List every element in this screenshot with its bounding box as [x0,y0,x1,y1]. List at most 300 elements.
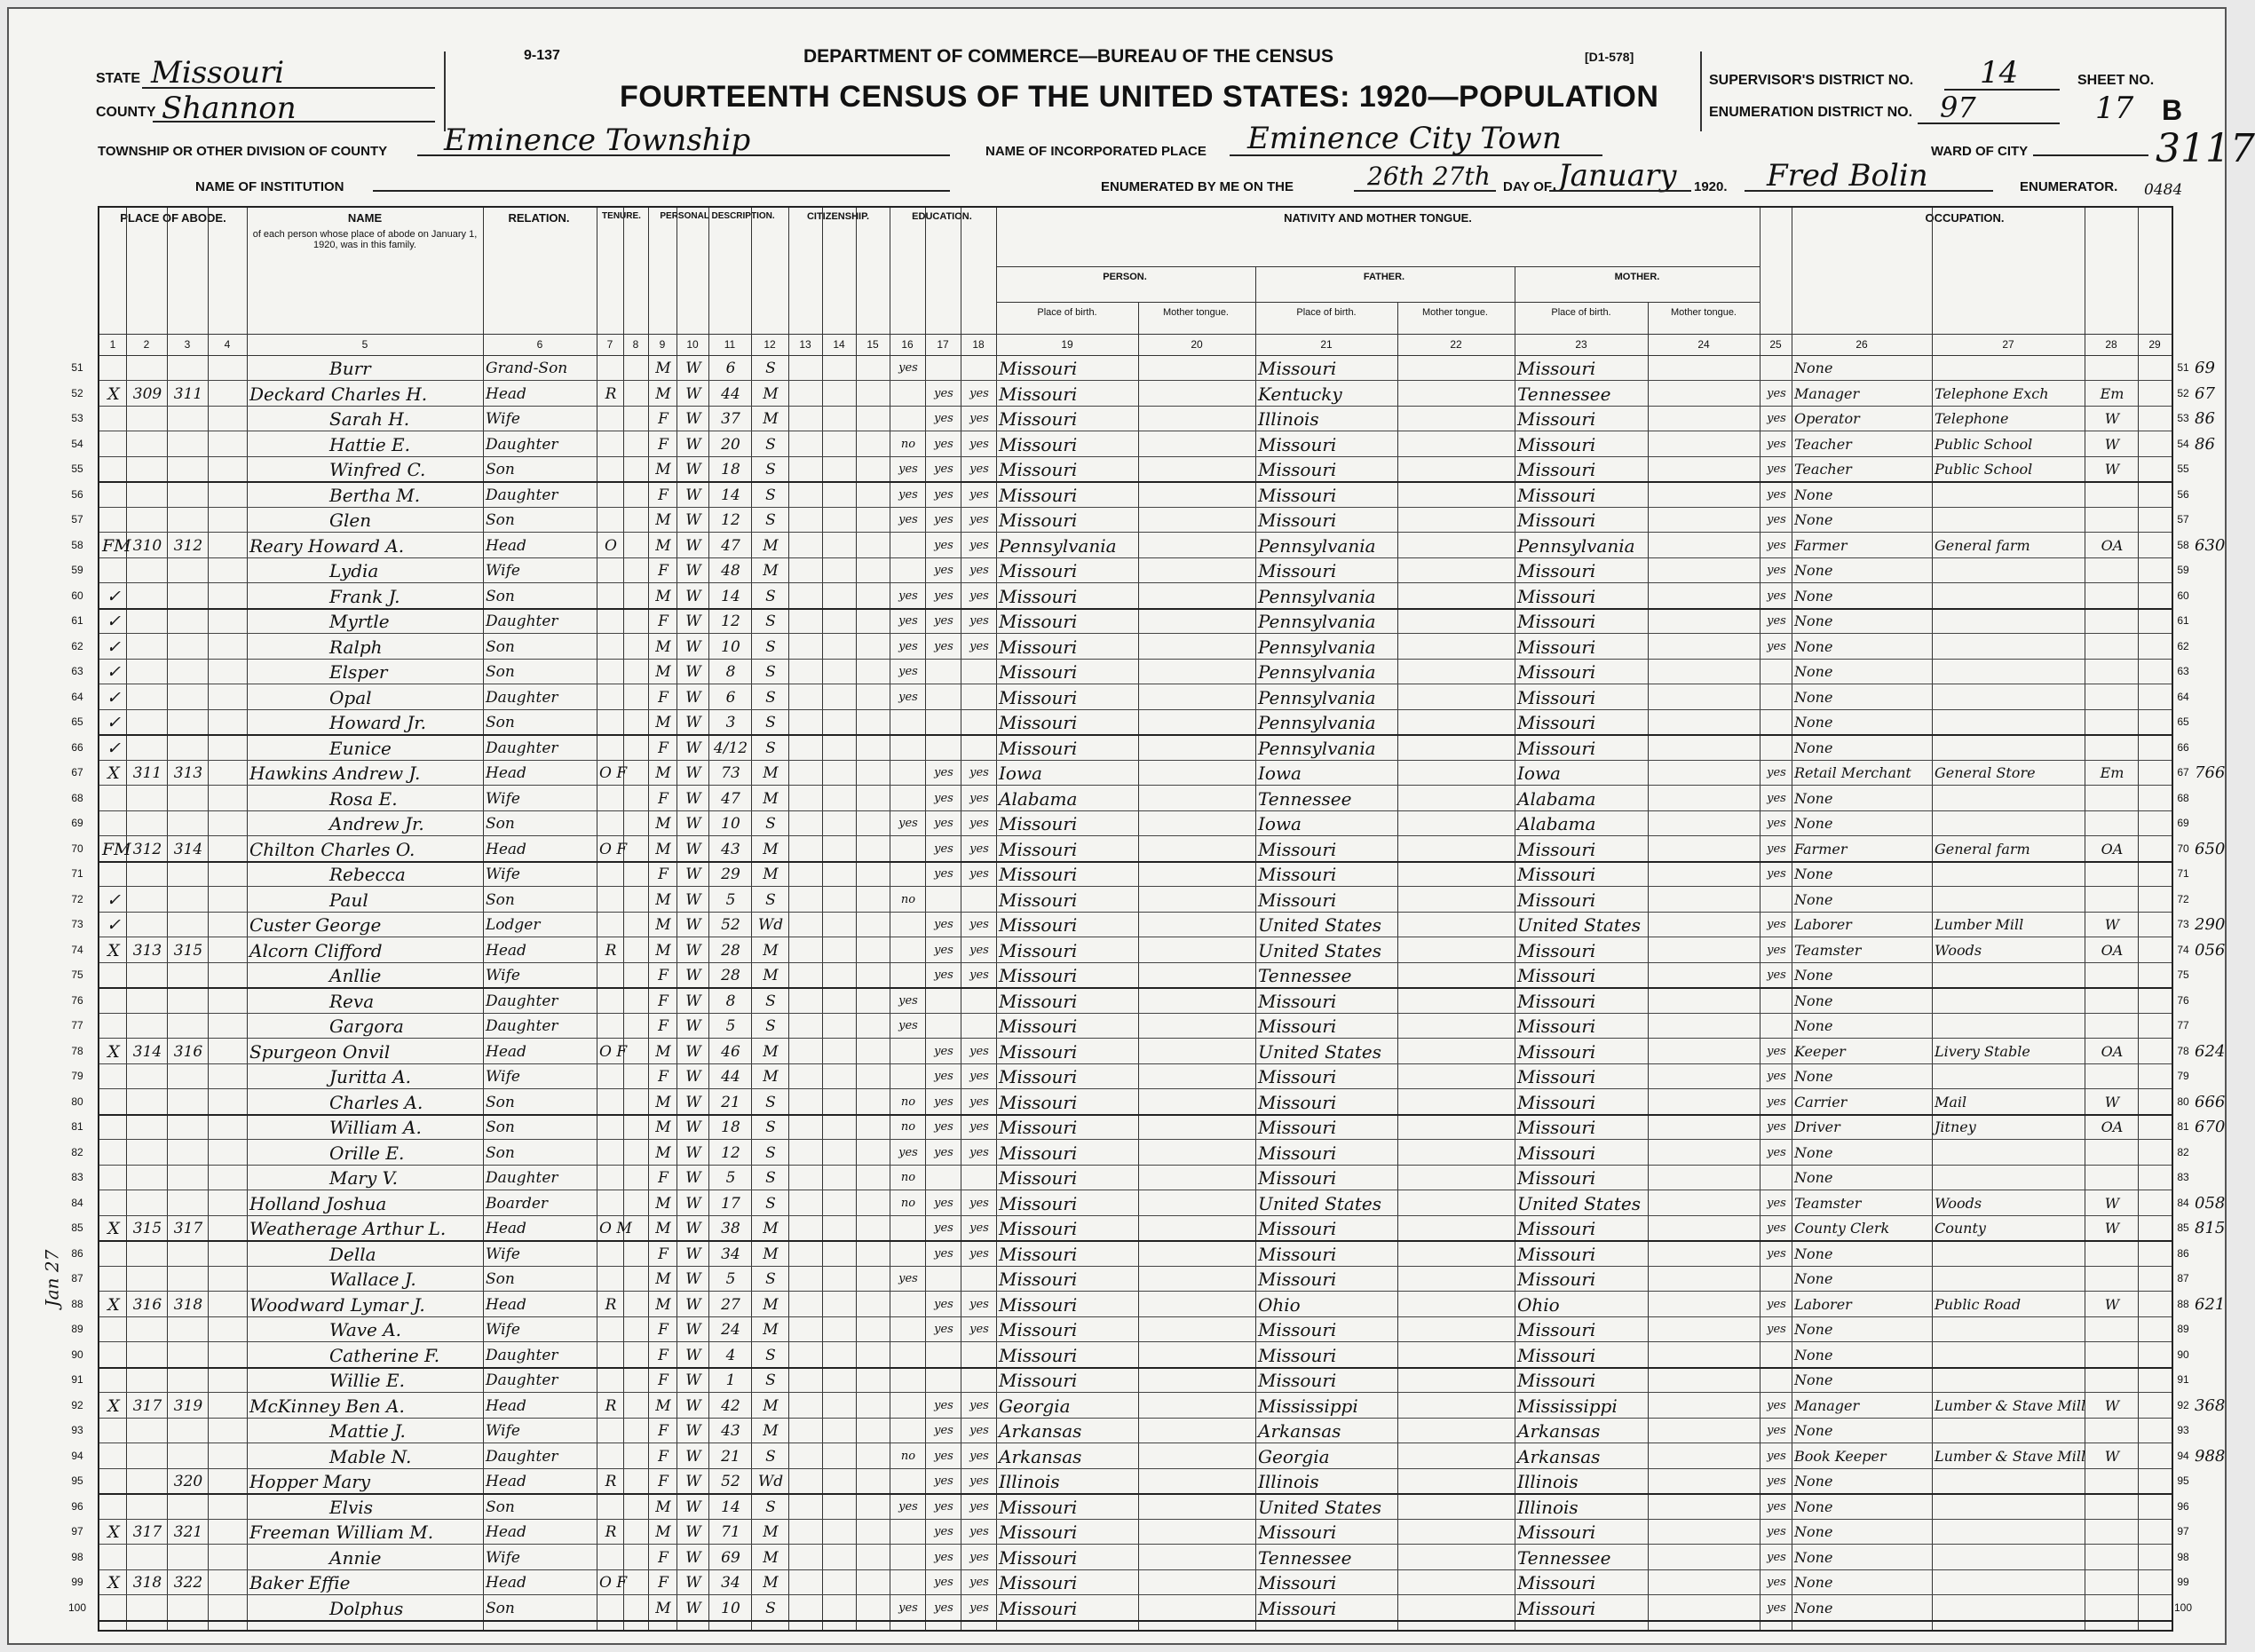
cell-own [599,1140,622,1165]
cell-mark: FM [102,535,131,556]
cell-dwell [170,659,207,684]
cell-read: yes [934,589,953,603]
cell-eng: yes [1767,1424,1786,1437]
cell-eng: yes [1767,1044,1786,1058]
cell-fam [210,1443,246,1468]
cell-ms: M [763,789,779,808]
enumerator-name: Fred Bolin [1767,158,1928,194]
cell-class [2087,1013,2137,1038]
cell-school: no [900,1449,916,1463]
hdr-person: PERSON. [1103,272,1147,282]
cell-age: 42 [721,1396,740,1415]
cell-eng [1762,659,1791,684]
cell-ms: M [763,866,779,883]
cell-house [129,482,166,507]
cell-school [892,1342,924,1367]
cell-industry [1935,659,2084,684]
cell-sex: M [655,764,671,782]
column-number: 12 [764,338,776,351]
cell-school [892,1367,924,1392]
column-number: 28 [2105,338,2117,351]
cell-own [599,988,622,1013]
cell-dwell [170,861,207,886]
cell-eng: yes [1767,564,1786,577]
line-number: 74 [71,943,83,956]
cell-write: yes [969,462,989,476]
cell-own [599,912,622,937]
cell-color: W [685,435,701,454]
cell-write [963,355,995,380]
cell-house [129,1494,166,1519]
cell-house [129,912,166,937]
cell-school [892,1292,924,1316]
cell-ms: S [765,1143,776,1162]
cell-eng: yes [1767,412,1786,425]
cell-mbirth: Missouri [1517,737,1596,759]
cell-sex: M [655,1220,671,1237]
cell-birth: Missouri [999,990,1078,1012]
cell-color: W [685,1093,701,1111]
line-number: 63 [2177,665,2189,677]
cell-rel: Daughter [486,486,558,504]
cell-ms: M [763,1396,779,1415]
cell-industry [1935,988,2084,1013]
hdr-person-tongue: Mother tongue. [1163,307,1229,318]
cell-industry [1935,887,2084,912]
cell-name: Mary V. [329,1167,398,1189]
cell-color: W [685,562,701,580]
cell-dwell: 317 [173,1220,203,1237]
cell-mark [102,507,125,532]
cell-fbirth: United States [1258,1496,1381,1518]
cell-industry: General farm [1935,536,2030,554]
cell-class [2087,507,2137,532]
line-number: 99 [2177,1576,2189,1588]
line-number: 81 [2177,1120,2189,1133]
line-number: 52 [71,386,83,399]
cell-school: yes [898,1272,918,1285]
cell-rel: Head [486,1396,526,1415]
cell-eng: yes [1767,867,1786,881]
cell-ms: S [765,739,776,757]
cell-ms: S [765,992,776,1010]
cell-school: yes [898,817,918,830]
cell-mbirth: Missouri [1517,686,1596,708]
cell-fbirth: Missouri [1258,1597,1337,1619]
institution-underline [373,190,950,192]
cell-class [2087,1418,2137,1443]
cell-sex: M [655,714,671,731]
line-number: 67 [71,766,83,779]
cell-color: W [685,916,701,934]
line-number: 57 [2177,513,2189,526]
cell-fbirth: United States [1258,1040,1381,1063]
cell-read: yes [934,538,953,552]
cell-eng: yes [1767,817,1786,830]
cell-fbirth: Missouri [1258,1117,1337,1138]
cell-school [892,1316,924,1341]
state-value: Missouri [151,55,285,91]
cell-own [599,456,622,481]
cell-age: 17 [721,1194,740,1213]
cell-ms: S [765,1599,776,1617]
cell-dwell [170,1266,207,1291]
cell-birth: Missouri [999,1142,1078,1164]
cell-class [2087,482,2137,507]
cell-industry [1935,482,2084,507]
cell-write: yes [969,1601,989,1615]
cell-own [599,482,622,507]
cell-class [2087,1063,2137,1088]
cell-age: 48 [721,562,740,580]
cell-write: yes [969,1449,989,1463]
cell-house [129,1089,166,1114]
cell-house: 313 [132,941,162,960]
cell-eng [1762,1013,1791,1038]
cell-house [129,1367,166,1392]
cell-class [2087,1367,2137,1392]
line-number: 64 [71,690,83,703]
cell-trade: Farmer [1794,840,1848,858]
cell-ms: S [765,613,776,630]
cell-own [599,406,622,431]
cell-rel: Son [486,714,515,731]
cell-read: yes [934,1576,953,1589]
cell-color: W [685,1346,701,1364]
cell-house [129,684,166,709]
cell-fam [210,1013,246,1038]
cell-birth: Missouri [999,1572,1078,1593]
cell-dwell: 315 [173,941,203,960]
cell-industry [1935,1013,2084,1038]
cell-name: Della [329,1243,376,1265]
cell-own [599,810,622,835]
cell-house [129,406,166,431]
cell-mark [102,1316,125,1341]
cell-trade: None [1794,587,1833,605]
cell-house [129,1316,166,1341]
cell-trade: Manager [1794,384,1860,402]
cell-fbirth: Missouri [1258,560,1337,581]
cell-trade: None [1794,1017,1833,1034]
cell-eng: yes [1767,1576,1786,1589]
cell-name: Woodward Lymar J. [249,1293,425,1316]
cell-sex: F [658,967,669,984]
cell-birth: Missouri [999,712,1078,733]
cell-read: yes [934,487,953,502]
cell-write: yes [969,1323,989,1336]
cell-ms: S [765,663,776,681]
cell-read [928,735,960,760]
cell-eng [1762,1367,1791,1392]
cell-fam [210,1393,246,1418]
cell-house: 317 [132,1523,162,1541]
line-number: 92 [71,1398,83,1411]
cell-school: yes [898,361,918,375]
cell-own: R [605,1295,617,1314]
cell-birth: Missouri [999,1218,1078,1239]
cell-fbirth: Pennsylvania [1258,636,1376,658]
line-number: 61 [2177,614,2189,627]
cell-fbirth: Missouri [1258,1167,1337,1189]
line-number: 79 [2177,1070,2189,1082]
cell-eng: yes [1767,1398,1786,1412]
line-number: 65 [2177,715,2189,728]
line-number: 80 [71,1095,83,1108]
cell-age: 5 [725,890,736,909]
cell-school [892,381,924,406]
line-number: 67 [2177,766,2189,779]
cell-sex: F [658,1321,669,1339]
cell-mbirth: Mississippi [1517,1395,1618,1417]
line-number: 62 [2177,639,2189,652]
cell-mark [102,1165,125,1190]
census-sheet [7,7,2255,1645]
cell-rel: Daughter [486,1346,558,1364]
cell-eng: yes [1767,462,1786,476]
county-label: COUNTY [96,105,156,120]
month-value: January [1558,158,1677,194]
cell-mbirth: Tennessee [1517,1546,1611,1569]
line-number: 86 [2177,1246,2189,1260]
cell-dwell: 320 [173,1473,203,1490]
cell-trade: None [1794,890,1833,908]
cell-fbirth: Missouri [1258,1066,1337,1087]
cell-read [928,1013,960,1038]
cell-color: W [685,1220,701,1237]
cell-color: W [685,789,701,808]
column-number: 4 [224,338,231,351]
cell-class [2087,1468,2137,1493]
cell-house [129,1114,166,1139]
cell-school [892,760,924,785]
cell-read: yes [934,639,953,653]
line-number: 55 [71,462,83,475]
county-value: Shannon [162,91,297,126]
cell-house: 310 [132,536,162,555]
cell-birth: Missouri [999,661,1078,683]
line-number: 89 [2177,1323,2189,1335]
cell-color: W [685,1396,701,1415]
cell-fam [210,810,246,835]
cell-industry [1935,709,2084,734]
line-number: 56 [71,487,83,501]
cell-birth: Missouri [999,1117,1078,1138]
cell-age: 5 [725,1169,736,1187]
cell-trade: None [1794,1523,1833,1540]
cell-write: yes [969,1398,989,1412]
cell-read: yes [934,918,953,931]
cell-color: W [685,1548,701,1567]
cell-own: O F [599,764,628,782]
cell-ms: S [765,1270,776,1288]
cell-fbirth: Missouri [1258,1016,1337,1037]
cell-industry [1935,557,2084,582]
margin-code: 988 [2195,1446,2226,1466]
cell-mark [102,1089,125,1114]
cell-ms: S [765,1169,776,1187]
cell-industry [1935,1342,2084,1367]
cell-birth: Missouri [999,1243,1078,1265]
cell-birth: Missouri [999,1370,1078,1391]
cell-color: W [685,1447,701,1466]
cell-dwell [170,634,207,659]
cell-trade: None [1794,1321,1833,1338]
cell-class [2087,1241,2137,1266]
cell-rel: Son [486,1498,515,1516]
cell-sex: M [655,1118,671,1136]
cell-name: Burr [329,358,371,379]
cell-mark [102,1418,125,1443]
cell-class [2087,1316,2137,1341]
line-number: 95 [2177,1474,2189,1487]
cell-sex: F [658,435,669,454]
cell-ms: S [765,1447,776,1466]
cell-school: no [900,1196,916,1210]
cell-name: Rebecca [329,864,406,885]
cell-color: W [685,1371,701,1389]
cell-trade: None [1794,1498,1833,1515]
cell-fam [210,355,246,380]
cell-age: 34 [721,1245,740,1263]
line-number: 86 [71,1246,83,1260]
cell-sex: F [658,486,669,504]
cell-industry [1935,735,2084,760]
margin-code: 058 [2195,1193,2226,1213]
cell-rel: Head [486,941,526,960]
line-number: 88 [2177,1297,2189,1310]
cell-birth: Arkansas [999,1420,1082,1442]
cell-mark: ✓ [107,636,121,657]
line-number: 100 [2173,1601,2193,1614]
cell-class: W [2104,461,2120,478]
cell-class: W [2104,1447,2120,1465]
cell-industry: General Store [1935,764,2036,781]
cell-mbirth: United States [1517,914,1641,936]
cell-fbirth: Iowa [1258,813,1302,834]
cell-dwell [170,482,207,507]
cell-sex: F [658,410,669,428]
cell-birth: Arkansas [999,1445,1082,1467]
cell-mark: ✓ [107,889,121,910]
cell-rel: Son [486,1599,515,1617]
cell-school [892,937,924,962]
cell-fbirth: Mississippi [1258,1395,1358,1417]
line-number: 72 [71,892,83,905]
cell-mark [102,1595,125,1620]
cell-color: W [685,637,701,656]
cell-industry: Telephone Exch [1935,384,2049,402]
cell-ms: M [763,1523,779,1541]
cell-write: yes [969,589,989,603]
cell-school [892,1215,924,1240]
cell-name: Winfred C. [329,459,426,480]
cell-write: yes [969,412,989,425]
cell-read: yes [934,1221,953,1235]
cell-trade: None [1794,360,1833,376]
cell-school: no [900,1120,916,1134]
line-number: 59 [2177,564,2189,576]
cell-mbirth: Missouri [1517,408,1596,430]
cell-age: 47 [721,536,740,555]
cell-dwell: 318 [173,1295,203,1314]
cell-rel: Daughter [486,688,558,707]
cell-dwell [170,1494,207,1519]
cell-house [129,456,166,481]
cell-fbirth: United States [1258,914,1381,936]
cell-mbirth: Missouri [1517,1597,1596,1619]
cell-name: Howard Jr. [329,712,426,733]
cell-color: W [685,1321,701,1339]
cell-sex: M [655,815,671,833]
cell-trade: Teacher [1794,461,1852,478]
cell-write: yes [969,1070,989,1083]
cell-dwell [170,1316,207,1341]
cell-house: 312 [132,840,162,858]
cell-eng: yes [1767,1525,1786,1538]
cell-mbirth: Missouri [1517,1091,1596,1113]
cell-birth: Missouri [999,611,1078,632]
cell-read: yes [934,1297,953,1311]
cell-birth: Missouri [999,1066,1078,1087]
cell-trade: None [1794,1473,1833,1490]
cell-rel: Wife [486,1422,520,1440]
cell-ms: M [763,1295,779,1314]
cell-age: 34 [721,1574,740,1592]
cell-read: yes [934,1196,953,1210]
cell-name: Baker Effie [249,1572,351,1593]
cell-house [129,1165,166,1190]
cell-ms: S [765,1371,776,1389]
cell-name: Anllie [329,965,382,986]
cell-eng: yes [1767,386,1786,400]
cell-birth: Missouri [999,914,1078,936]
cell-dwell [170,1545,207,1569]
cell-own [599,709,622,734]
cell-sex: M [655,1295,671,1314]
cell-read: yes [934,1095,953,1109]
cell-name: Catherine F. [329,1344,440,1366]
cell-rel: Son [486,663,515,681]
cell-industry [1935,1494,2084,1519]
cell-name: Chilton Charles O. [249,838,415,860]
cell-age: 4 [725,1346,736,1364]
cell-dwell [170,962,207,987]
cell-color: W [685,1245,701,1263]
hdr-mother-tongue: Mother tongue. [1671,307,1737,318]
department-title: DEPARTMENT OF COMMERCE—BUREAU OF THE CENSUS [803,46,1333,67]
cell-mbirth: Arkansas [1517,1445,1601,1467]
cell-fbirth: Missouri [1258,838,1337,860]
cell-industry [1935,861,2084,886]
cell-rel: Head [486,1295,526,1314]
cell-class [2087,1266,2137,1291]
cell-age: 10 [721,637,740,656]
cell-mark [102,988,125,1013]
cell-fam [210,962,246,987]
cell-dwell [170,583,207,608]
cell-class: Em [2100,764,2124,781]
cell-read: yes [934,1323,953,1336]
cell-mark [102,1190,125,1215]
cell-write: yes [969,1145,989,1159]
cell-mbirth: Missouri [1517,1269,1596,1290]
cell-rel: Wife [486,562,520,580]
cell-ms: M [763,764,779,782]
cell-dwell [170,1140,207,1165]
cell-sex: M [655,1270,671,1288]
cell-school: yes [898,690,918,704]
